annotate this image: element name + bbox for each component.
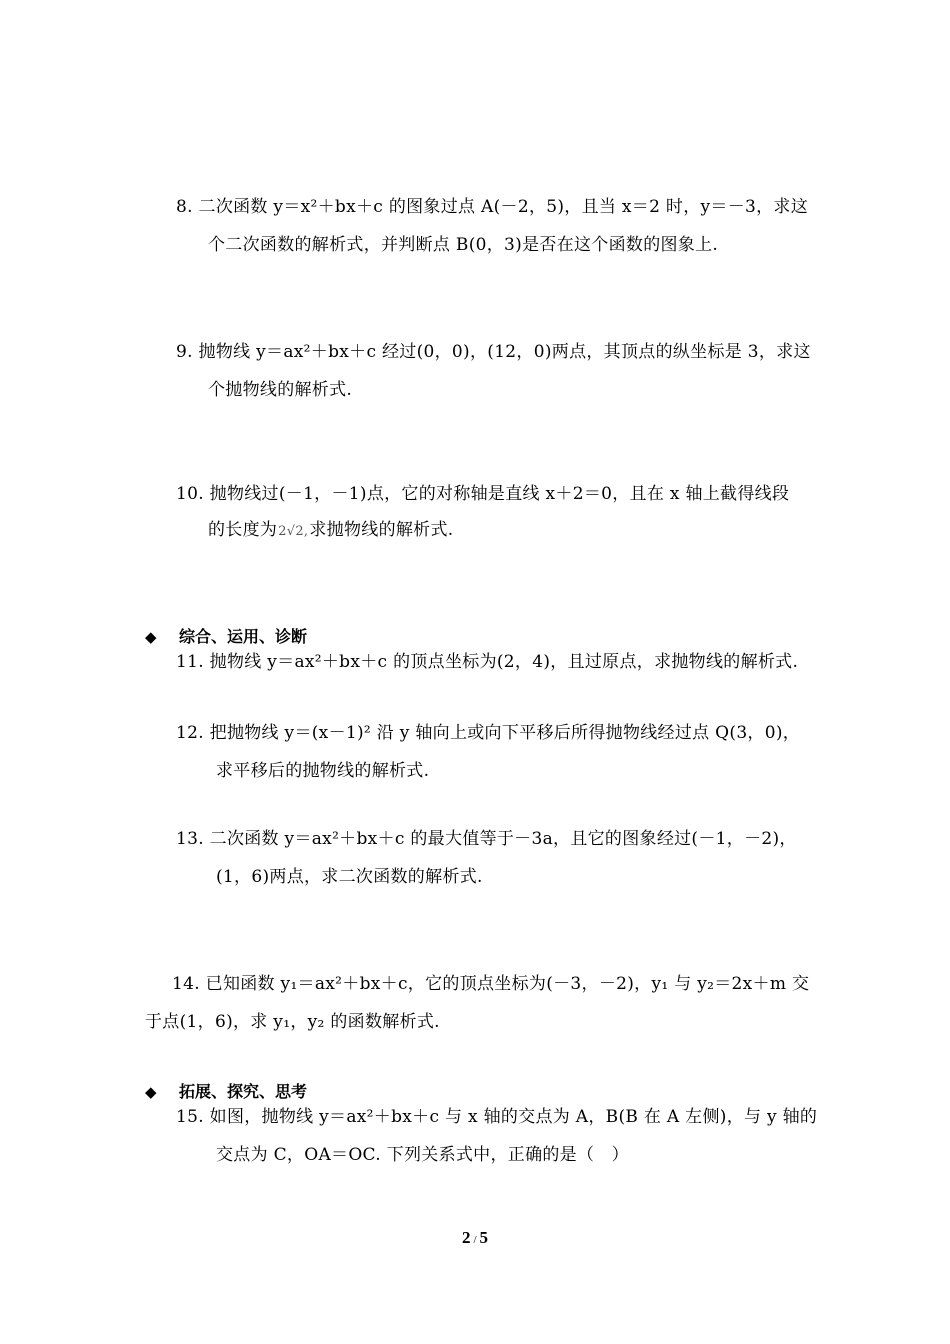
page-total: 5 <box>479 1228 489 1247</box>
page-current: 2 <box>461 1228 471 1247</box>
section-heading-2 <box>145 1081 307 1103</box>
page-number <box>0 1228 950 1248</box>
problem-9-line-1: 9. 抛物线 y＝ax²＋bx＋c 经过(0，0)，(12，0)两点，其顶点的纵坐标是 3，求这 <box>176 342 811 362</box>
problem-13-line-1: 13. 二次函数 y＝ax²＋bx＋c 的最大值等于－3a，且它的图象经过(－1，－2)， <box>176 829 797 849</box>
section-title-1: 综合、运用、诊断 <box>179 627 308 646</box>
problem-12-line-2: 求平移后的抛物线的解析式. <box>216 761 430 781</box>
problem-12-line-1: 12. 把抛物线 y＝(x－1)² 沿 y 轴向上或向下平移后所得抛物线经过点 Q(3，0)， <box>176 723 801 743</box>
problem-8-line-1: 8. 二次函数 y＝x²＋bx＋c 的图象过点 A(－2，5)，且当 x＝2 时，y＝－3，求这 <box>176 197 809 217</box>
problem-10-line-1: 10. 抛物线过(－1，－1)点，它的对称轴是直线 x＋2＝0，且在 x 轴上截得线段 <box>176 484 790 504</box>
problem-14-line-1: 14. 已知函数 y₁＝ax²＋bx＋c，它的顶点坐标为(－3，－2)，y₁ 与 y₂＝2x＋m 交 <box>172 974 810 994</box>
radical-expression: 2√2, <box>278 524 309 539</box>
problem-15-line-2: 交点为 C，OA＝OC. 下列关系式中，正确的是（ ） <box>216 1145 629 1165</box>
problem-15-line-1: 15. 如图，抛物线 y＝ax²＋bx＋c 与 x 轴的交点为 A，B(B 在 A 左侧)，与 y 轴的 <box>176 1107 818 1127</box>
problem-8-line-2: 个二次函数的解析式，并判断点 B(0，3)是否在这个函数的图象上. <box>208 235 719 255</box>
section-title-2: 拓展、探究、思考 <box>179 1082 308 1101</box>
page-separator: / <box>473 1234 477 1246</box>
problem-10-line-2 <box>208 519 453 543</box>
problem-13-line-2: (1，6)两点，求二次函数的解析式. <box>216 867 483 887</box>
problem-14-line-2: 于点(1，6)，求 y₁，y₂ 的函数解析式. <box>145 1012 440 1032</box>
problem-11: 11. 抛物线 y＝ax²＋bx＋c 的顶点坐标为(2，4)，且过原点，求抛物线的解析式. <box>176 652 799 672</box>
section-heading-1 <box>145 626 307 648</box>
problem-10-line-2-prefix: 的长度为 <box>208 520 278 540</box>
diamond-bullet-icon: ◆ <box>145 628 157 646</box>
problem-10-line-2-suffix: 求抛物线的解析式. <box>309 520 454 540</box>
diamond-bullet-icon: ◆ <box>145 1083 157 1101</box>
problem-9-line-2: 个抛物线的解析式. <box>208 380 353 400</box>
